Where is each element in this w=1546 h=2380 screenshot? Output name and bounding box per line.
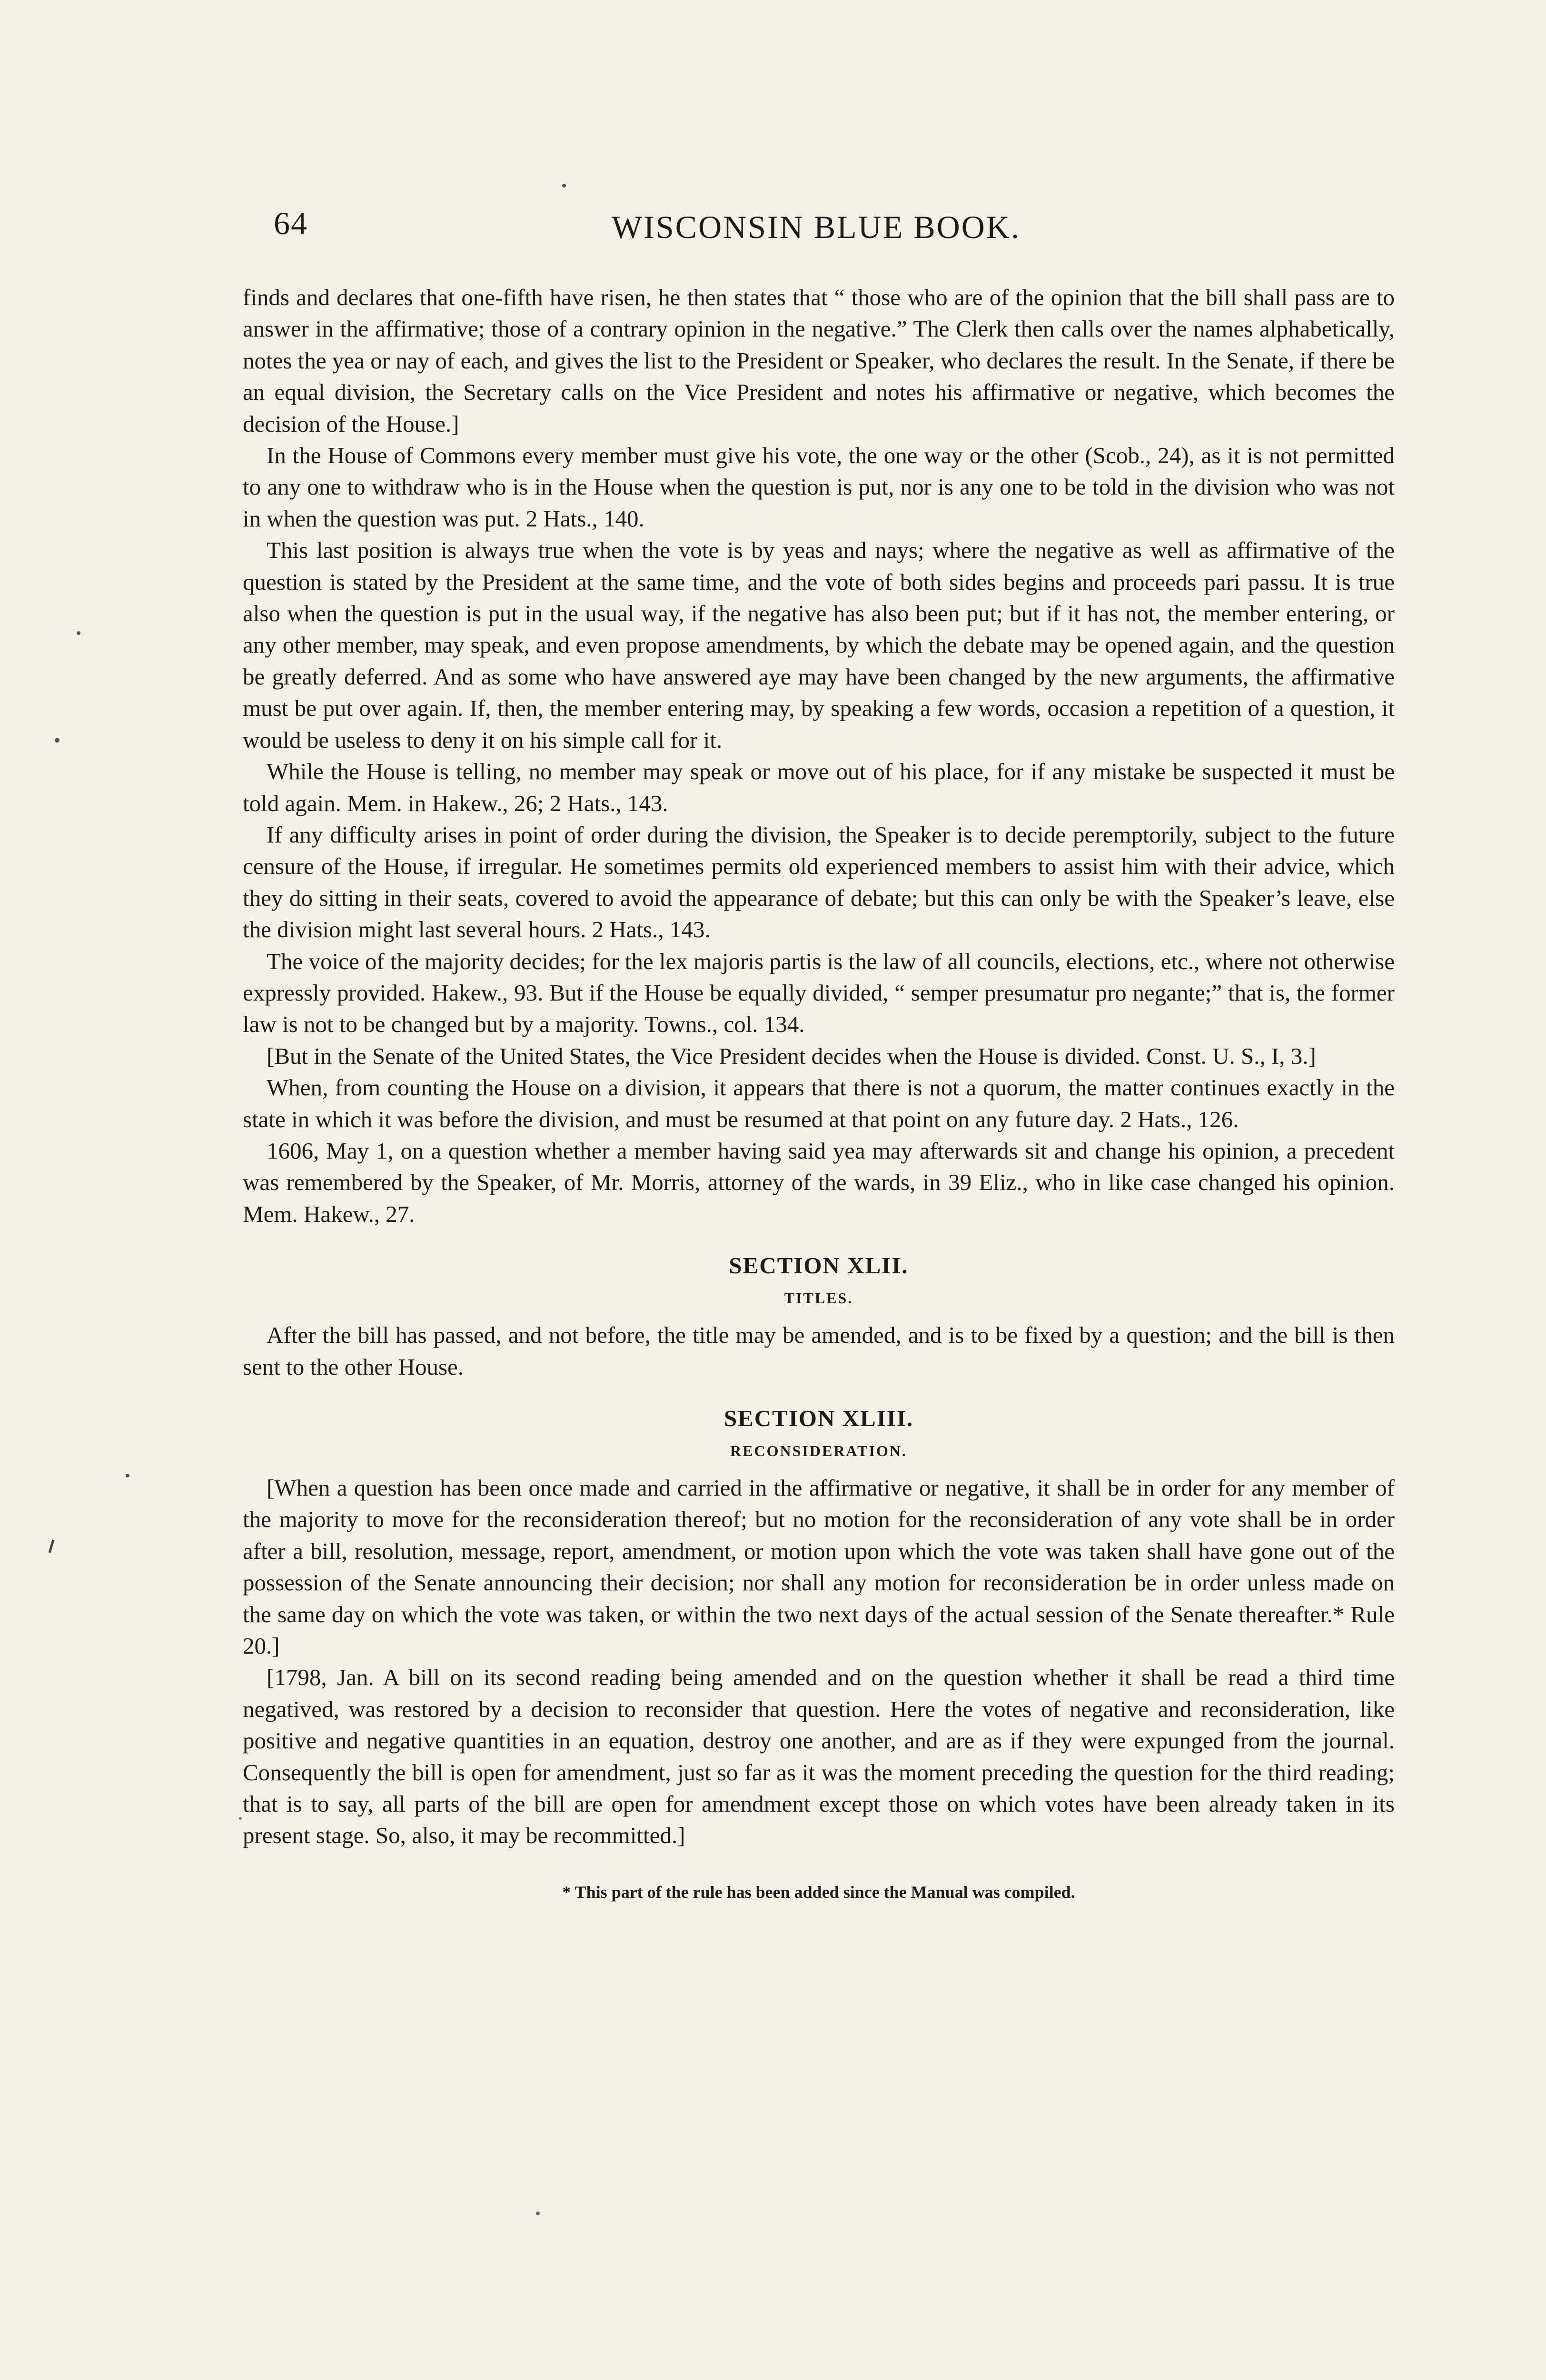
paragraph: After the bill has passed, and not before, the title may be amended, and is to be fixed by a question; and the bill is then sent to the other House.: [243, 1322, 1395, 1380]
paragraph: When, from counting the House on a division, it appears that there is not a quorum, the matter continues exactly in the state in which it was before the division, and must be resumed at that point on any future day. 2 Hats., 126.: [243, 1074, 1395, 1132]
paragraph: [1798, Jan. A bill on its second reading being amended and on the question whether it shall be read a third time negatived, was restored by a decision to reconsider that question. Here the votes of negative and reconsideration, like positive and negative quantities in an equation, destroy one another, and are as if they were expunged from the journal. Consequently the bill is open for amendment, just so far as it was the moment preceding the question for the third reading; that is to say, all parts of the bill are open for amendment except those on which votes have been already taken in its present stage. So, also, it may be recommitted.]: [243, 1664, 1395, 1849]
paragraph: 1606, May 1, on a question whether a member having said yea may afterwards sit and change his opinion, a precedent was remembered by the Speaker, of Mr. Morris, attorney of the wards, in 39 Eliz., who in like case changed his opinion. Mem. Hakew., 27.: [243, 1137, 1395, 1227]
paragraph: finds and declares that one-fifth have risen, he then states that “ those who are of the opinion that the bill shall pass are to answer in the affirmative; those of a contrary opinion in the negative.” The Clerk then calls over the names alphabetically, notes the yea or nay of each, and gives the list to the President or Speaker, who declares the result. In the Senate, if there be an equal division, the Secretary calls on the Vice President and notes his affirmative or negative, which becomes the decision of the House.]: [243, 284, 1395, 437]
ink-speck: [77, 631, 80, 635]
ink-speck: [239, 1817, 242, 1820]
page-number: 64: [274, 205, 308, 241]
paragraph: While the House is telling, no member may speak or move out of his place, for if any mistake be suspected it must be told again. Mem. in Hakew., 26; 2 Hats., 143.: [243, 758, 1395, 816]
section-xliii-heading: SECTION XLIII.: [723, 1405, 914, 1431]
running-head: [274, 205, 1383, 257]
ink-speck: [536, 2211, 540, 2215]
ink-speck: [55, 738, 59, 743]
paragraph: [When a question has been once made and carried in the affirmative or negative, it shall be in order for any member of the majority to move for the reconsideration thereof; but no motion for the reconsideration of any vote shall be in order after a bill, resolution, message, report, amendment, or motion upon which the vote was taken shall have gone out of the possession of the Senate announcing their decision; nor shall any motion for reconsideration be in order unless made on the same day on which the vote was taken, or within the two next days of the actual session of the Senate thereafter.* Rule 20.]: [243, 1475, 1395, 1659]
section-xliii-subheading: RECONSIDERATION.: [730, 1442, 907, 1459]
ink-speck: [50, 1540, 53, 1553]
paragraph: In the House of Commons every member must give his vote, the one way or the other (Scob., 24), as it is not permitted to any one to withdraw who is in the House when the question is put, nor is any one to be told in the division who was not in when the question was put. 2 Hats., 140.: [243, 442, 1395, 532]
section-xlii-heading: SECTION XLII.: [729, 1252, 909, 1279]
ink-speck: [126, 1474, 129, 1478]
body-text: [243, 282, 1395, 1904]
footnote: * This part of the rule has been added since the Manual was compiled.: [562, 1882, 1075, 1902]
book-title: WISCONSIN BLUE BOOK.: [612, 209, 1021, 245]
section-xlii-subheading: TITLES.: [784, 1289, 853, 1307]
paragraph: [But in the Senate of the United States, the Vice President decides when the House is divided. Const. U. S., I, 3.]: [267, 1042, 1316, 1069]
paragraph: If any difficulty arises in point of order during the division, the Speaker is to decide peremptorily, subject to the future censure of the House, if irregular. He sometimes permits old experienced members to assist him with their advice, which they do sitting in their seats, covered to avoid the appearance of debate; but this can only be with the Speaker’s leave, else the division might last several hours. 2 Hats., 143.: [243, 821, 1395, 943]
paragraph: The voice of the majority decides; for the lex majoris partis is the law of all councils, elections, etc., where not otherwise expressly provided. Hakew., 93. But if the House be equally divided, “ semper presumatur pro negante;” that is, the former law is not to be changed but by a majority. Towns., col. 134.: [243, 948, 1395, 1038]
ink-speck: [562, 184, 566, 188]
paragraph: This last position is always true when the vote is by yeas and nays; where the negative as well as affirmative of the question is stated by the President at the same time, and the vote of both sides begins and proceeds pari passu. It is true also when the question is put in the usual way, if the negative has also been put; but if it has not, the member entering, or any other member, may speak, and even propose amendments, by which the debate may be opened again, and the question be greatly deferred. And as some who have answered aye may have been changed by the new arguments, the affirmative must be put over again. If, then, the member entering may, by speaking a few words, occasion a repetition of a question, it would be useless to deny it on his simple call for it.: [243, 537, 1395, 753]
